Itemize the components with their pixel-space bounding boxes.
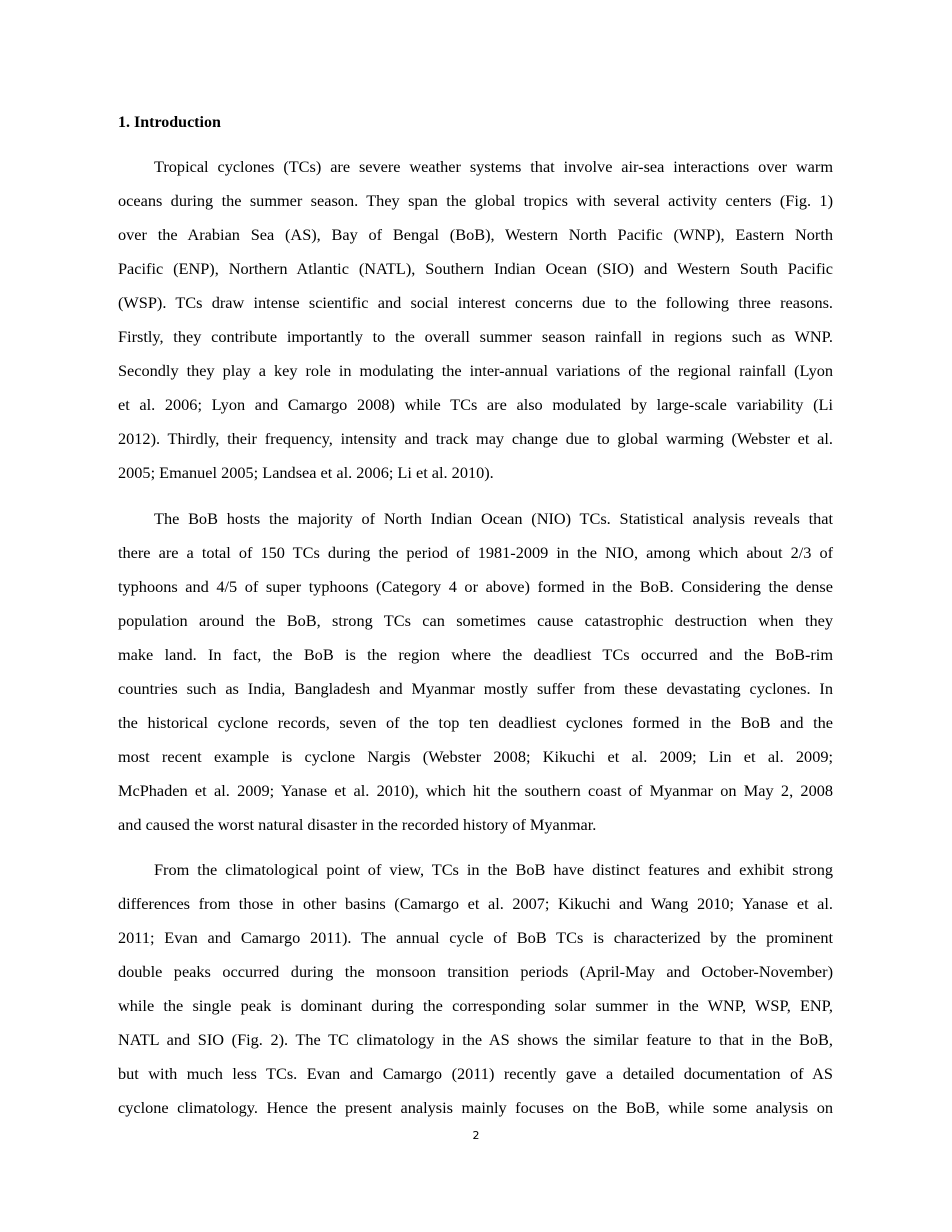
paragraph-1 xyxy=(118,157,833,497)
text-line: differences from those in other basins (Camargo et al. 2007; Kikuchi and Wang 2010; Yanase et al. xyxy=(118,894,833,913)
text-line: (WSP). TCs draw intense scientific and social interest concerns due to the following three reasons. xyxy=(118,293,833,312)
text-line: but with much less TCs. Evan and Camargo (2011) recently gave a detailed documentation of AS xyxy=(118,1064,833,1083)
text-line: 2005; Emanuel 2005; Landsea et al. 2006; Li et al. 2010). xyxy=(118,463,494,482)
text-line: the historical cyclone records, seven of the top ten deadliest cyclones formed in the BoB and the xyxy=(118,713,833,732)
text-line: From the climatological point of view, TCs in the BoB have distinct features and exhibit strong xyxy=(154,860,833,879)
paragraph-3 xyxy=(118,860,833,1132)
text-line: oceans during the summer season. They span the global tropics with several activity centers (Fig. 1) xyxy=(118,191,833,210)
text-line: make land. In fact, the BoB is the region where the deadliest TCs occurred and the BoB-rim xyxy=(118,645,833,664)
section-heading: 1. Introduction xyxy=(118,114,221,131)
text-line: cyclone climatology. Hence the present analysis mainly focuses on the BoB, while some analysis on xyxy=(118,1098,833,1117)
text-line: The BoB hosts the majority of North Indian Ocean (NIO) TCs. Statistical analysis reveals that xyxy=(154,509,833,528)
text-line: 2011; Evan and Camargo 2011). The annual cycle of BoB TCs is characterized by the prominent xyxy=(118,928,833,947)
text-line: NATL and SIO (Fig. 2). The TC climatology in the AS shows the similar feature to that in the BoB, xyxy=(118,1030,833,1049)
text-line: population around the BoB, strong TCs can sometimes cause catastrophic destruction when they xyxy=(118,611,833,630)
text-line: over the Arabian Sea (AS), Bay of Bengal (BoB), Western North Pacific (WNP), Eastern North xyxy=(118,225,833,244)
text-line: Secondly they play a key role in modulating the inter-annual variations of the regional rainfall (Lyon xyxy=(118,361,833,380)
text-line: countries such as India, Bangladesh and Myanmar mostly suffer from these devastating cyclones. In xyxy=(118,679,833,698)
text-line: double peaks occurred during the monsoon transition periods (April-May and October-November) xyxy=(118,962,833,981)
text-line: and caused the worst natural disaster in the recorded history of Myanmar. xyxy=(118,815,597,834)
text-line: most recent example is cyclone Nargis (Webster 2008; Kikuchi et al. 2009; Lin et al. 2009; xyxy=(118,747,833,766)
text-line: there are a total of 150 TCs during the period of 1981-2009 in the NIO, among which about 2/3 of xyxy=(118,543,833,562)
text-line: McPhaden et al. 2009; Yanase et al. 2010), which hit the southern coast of Myanmar on May 2, 2008 xyxy=(118,781,833,800)
text-line: Tropical cyclones (TCs) are severe weather systems that involve air-sea interactions over warm xyxy=(154,157,833,176)
text-line: typhoons and 4/5 of super typhoons (Category 4 or above) formed in the BoB. Considering the dense xyxy=(118,577,833,596)
text-line: 2012). Thirdly, their frequency, intensity and track may change due to global warming (Webster et al. xyxy=(118,429,833,448)
paragraph-2 xyxy=(118,509,833,849)
text-line: Firstly, they contribute importantly to the overall summer season rainfall in regions such as WNP. xyxy=(118,327,833,346)
text-line: while the single peak is dominant during the corresponding solar summer in the WNP, WSP, ENP, xyxy=(118,996,833,1015)
text-line: Pacific (ENP), Northern Atlantic (NATL), Southern Indian Ocean (SIO) and Western South Pacific xyxy=(118,259,833,278)
text-line: et al. 2006; Lyon and Camargo 2008) while TCs are also modulated by large-scale variability (Li xyxy=(118,395,833,414)
page-number: 2 xyxy=(472,1129,480,1142)
